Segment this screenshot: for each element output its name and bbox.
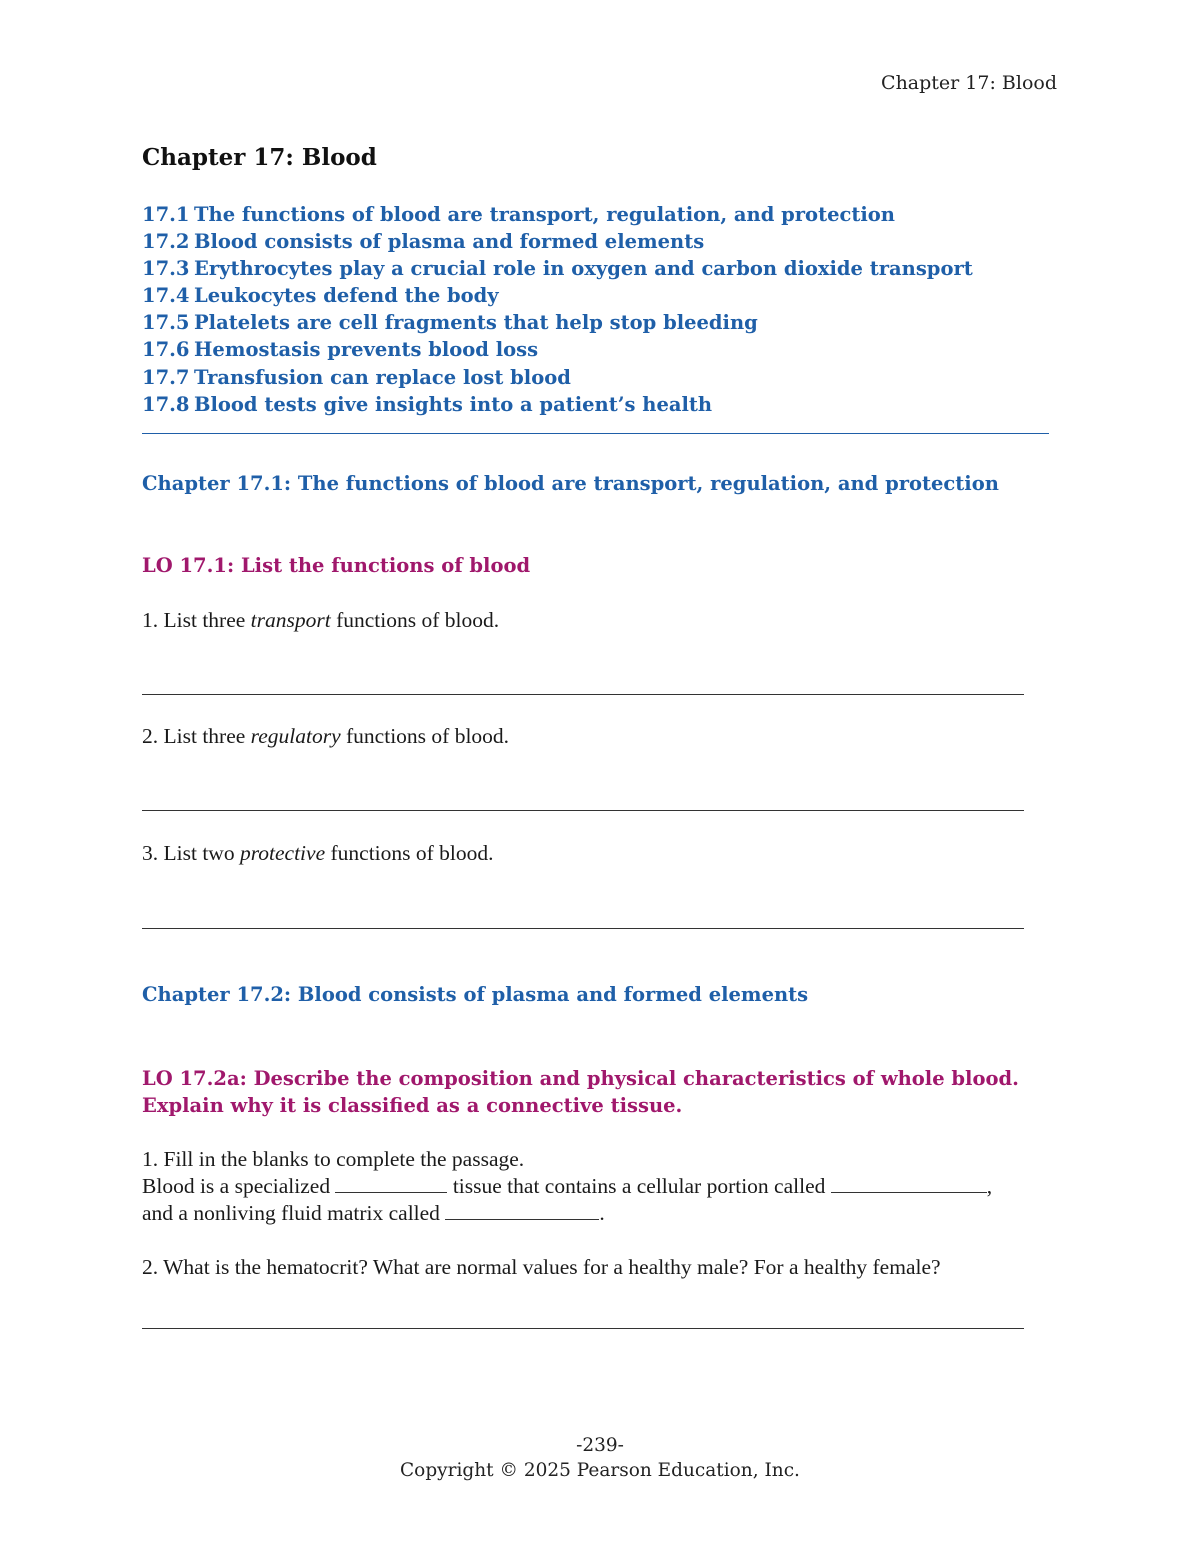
toc-item[interactable]: 17.5 Platelets are cell fragments that help stop bleeding <box>142 311 758 335</box>
section-heading-17-1: Chapter 17.1: The functions of blood are transport, regulation, and protection <box>142 472 999 495</box>
fill-in-line-1: Blood is a specialized tissue that contains a cellular portion called , <box>142 1174 993 1198</box>
answer-line[interactable] <box>142 694 1024 695</box>
answer-line[interactable] <box>142 928 1024 929</box>
toc-item[interactable]: 17.2 Blood consists of plasma and formed elements <box>142 230 705 254</box>
toc-item[interactable]: 17.1 The functions of blood are transport, regulation, and protection <box>142 203 895 226</box>
chapter-title: Chapter 17: Blood <box>142 144 377 171</box>
blank-field[interactable] <box>831 1191 987 1193</box>
table-of-contents <box>142 201 973 418</box>
toc-divider <box>142 433 1049 434</box>
question-17-2-2: 2. What is the hematocrit? What are normal values for a healthy male? For a healthy female? <box>142 1255 941 1279</box>
question-17-1-3: 3. List two protective functions of blood. <box>142 841 494 865</box>
toc-item[interactable]: 17.8 Blood tests give insights into a patient’s health <box>142 392 713 416</box>
toc-item[interactable]: 17.7 Transfusion can replace lost blood <box>142 365 571 389</box>
question-17-2-1 <box>142 1146 992 1227</box>
question-17-1-2: 2. List three regulatory functions of blood. <box>142 724 510 748</box>
copyright: Copyright © 2025 Pearson Education, Inc. <box>400 1460 800 1481</box>
fill-in-line-2: and a nonliving fluid matrix called . <box>142 1201 605 1225</box>
question-prompt: 1. Fill in the blanks to complete the passage. <box>142 1147 525 1171</box>
blank-field[interactable] <box>445 1218 599 1220</box>
blank-field[interactable] <box>335 1191 447 1193</box>
toc-item[interactable]: 17.4 Leukocytes defend the body <box>142 284 499 308</box>
page-number: -239- <box>576 1435 624 1456</box>
learning-objective-17-2a: LO 17.2a: Describe the composition and physical characteristics of whole blood. Explain why it is classified as a connective tissue. <box>142 1067 1019 1117</box>
answer-line[interactable] <box>142 810 1024 811</box>
learning-objective-17-1: LO 17.1: List the functions of blood <box>142 554 531 577</box>
toc-item[interactable]: 17.6 Hemostasis prevents blood loss <box>142 338 539 362</box>
question-17-1-1: 1. List three transport functions of blood. <box>142 608 500 632</box>
answer-line[interactable] <box>142 1328 1024 1329</box>
running-header: Chapter 17: Blood <box>881 72 1057 94</box>
toc-item[interactable]: 17.3 Erythrocytes play a crucial role in oxygen and carbon dioxide transport <box>142 257 973 281</box>
section-heading-17-2: Chapter 17.2: Blood consists of plasma and formed elements <box>142 983 809 1006</box>
